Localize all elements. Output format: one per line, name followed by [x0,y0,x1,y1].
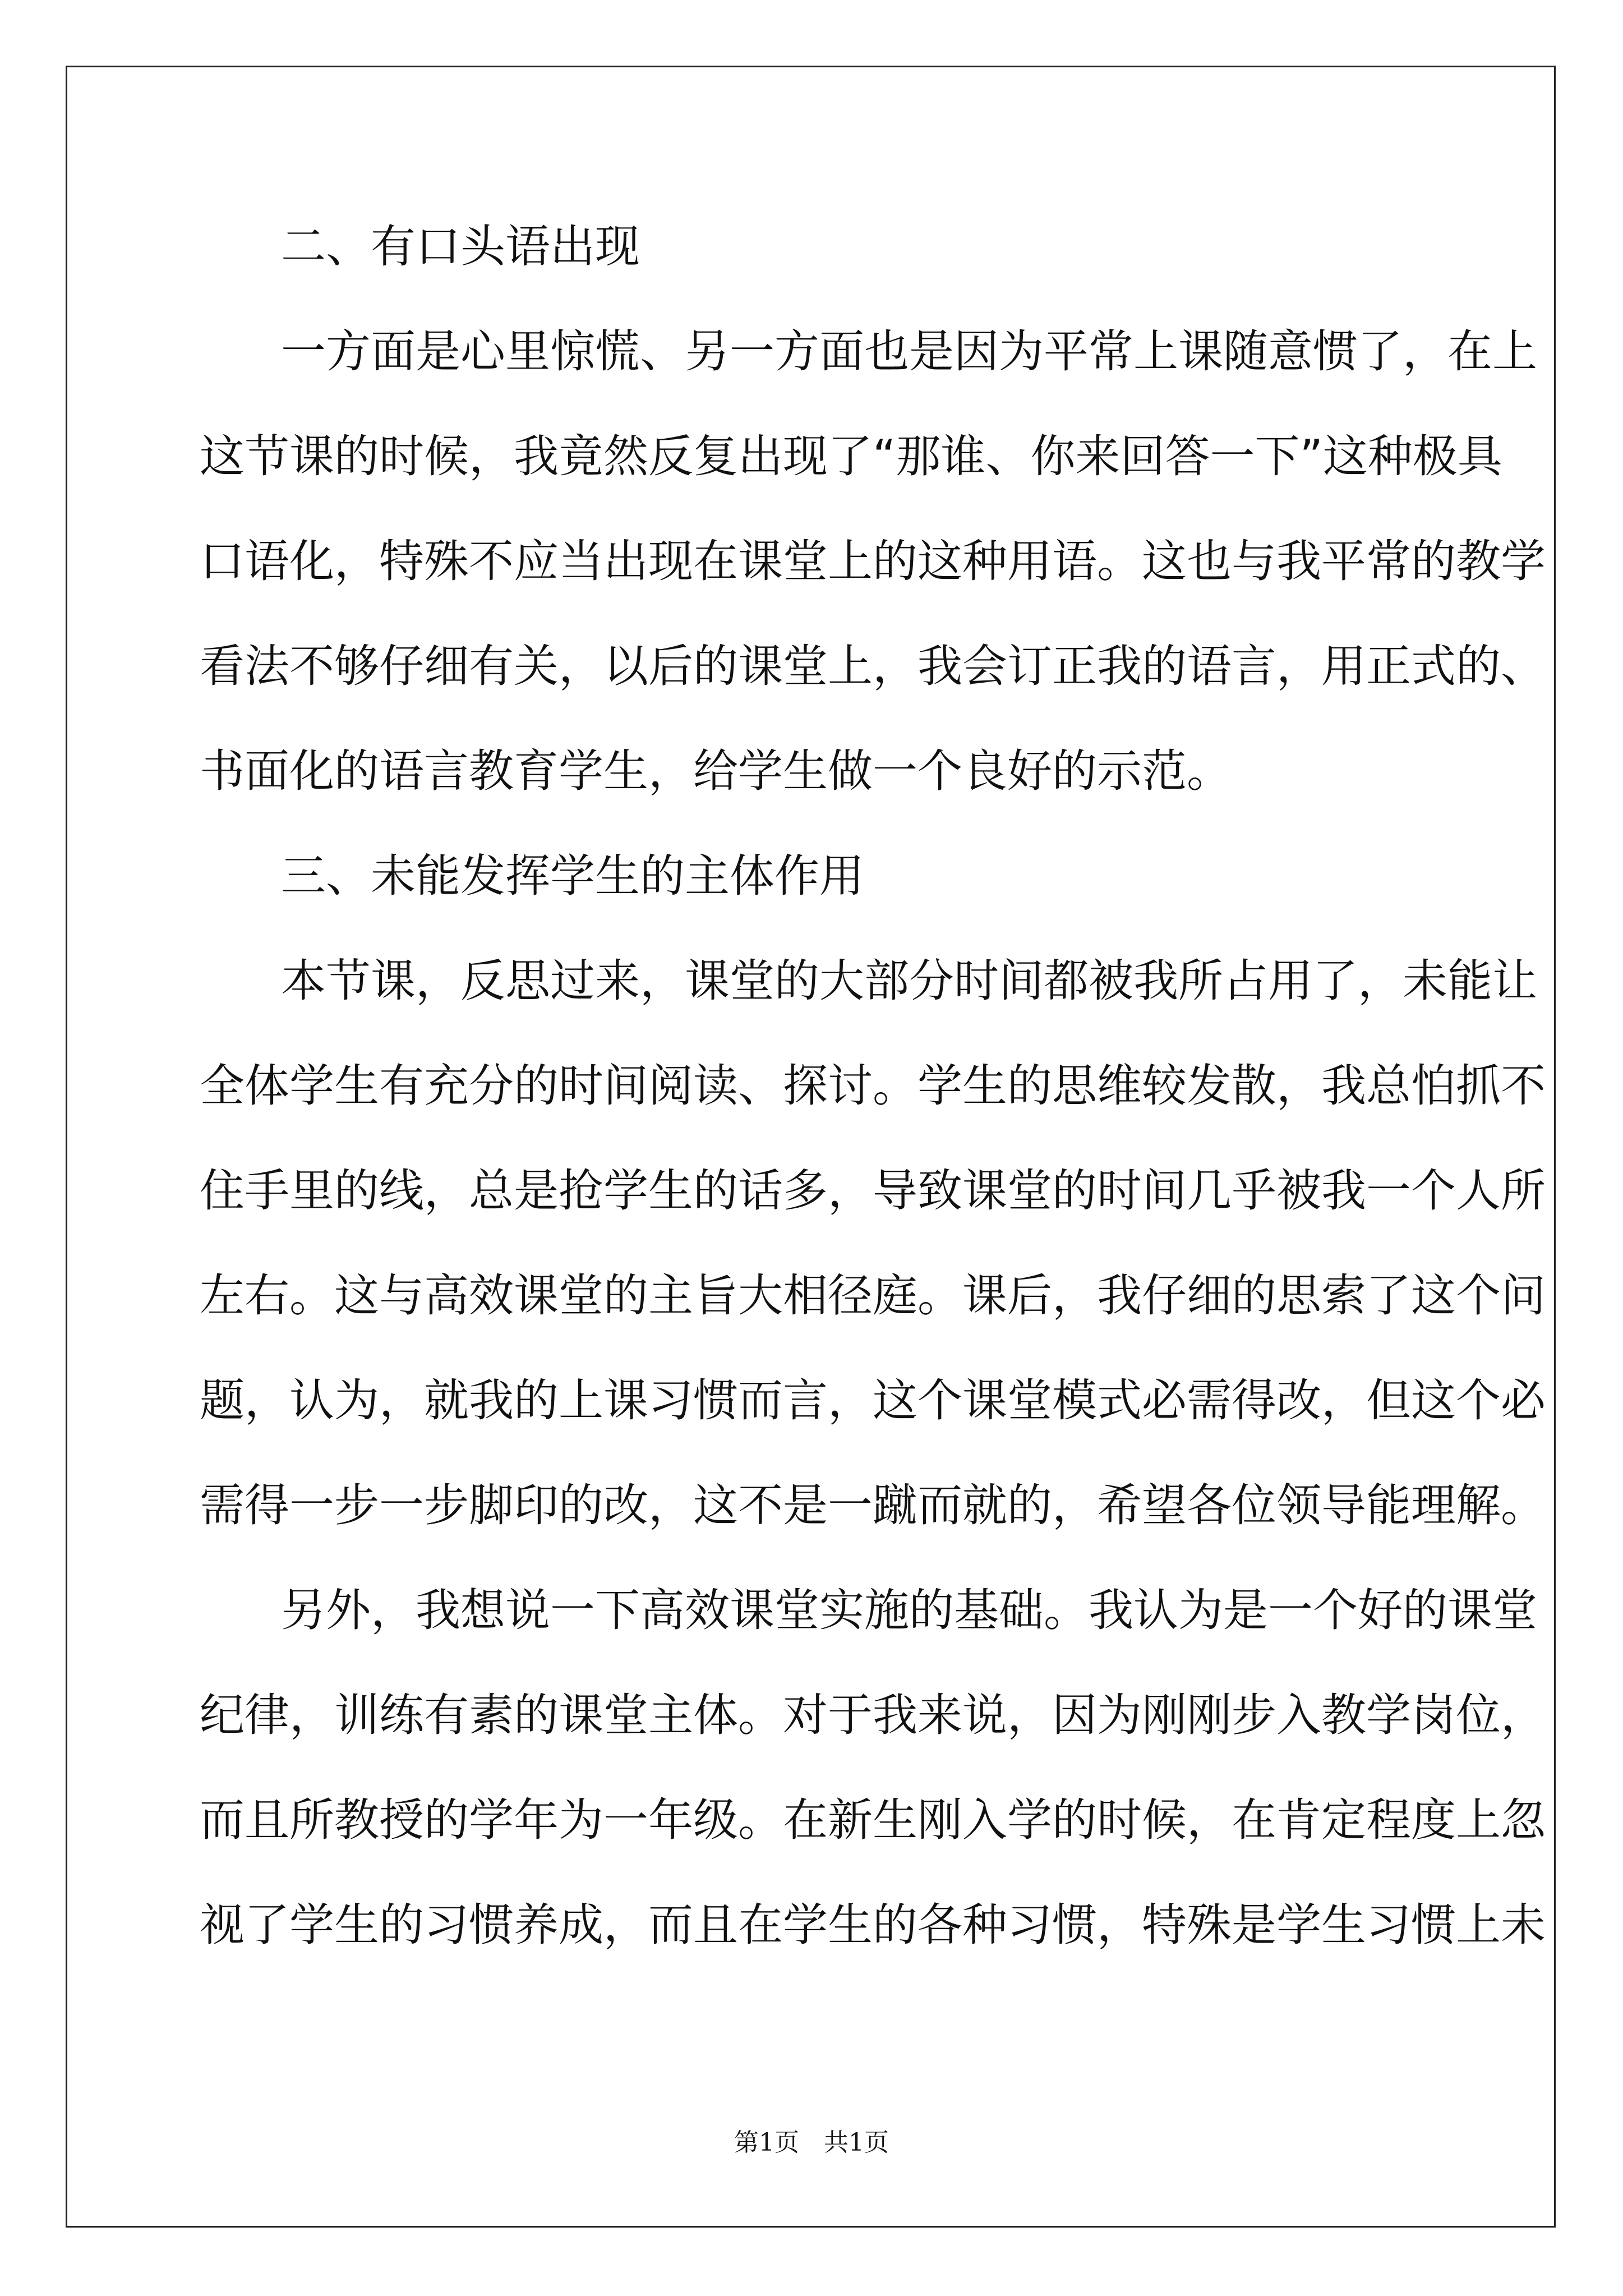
page-number-footer: 第1页 共1页 [734,2128,889,2157]
paragraph-line: 住手里的线，总是抢学生的话多，导致课堂的时间几乎被我一个人所 [200,1165,1546,1217]
paragraph-line: 需得一步一步脚印的改，这不是一蹴而就的，希望各位领导能理解。 [200,1479,1546,1531]
section-heading-2: 二、有口头语出现 [281,220,640,273]
paragraph-line: 这节课的时候，我竟然反复出现了“那谁、你来回答一下”这种极具 [200,430,1502,482]
paragraph-line: 全体学生有充分的时间阅读、探讨。学生的思维较发散，我总怕抓不 [200,1060,1546,1112]
paragraph-line: 题，认为，就我的上课习惯而言，这个课堂模式必需得改，但这个必 [200,1374,1546,1427]
paragraph-line: 而且所教授的学年为一年级。在新生刚入学的时候，在肯定程度上忽 [200,1794,1546,1846]
section-heading-3: 三、未能发挥学生的主体作用 [281,850,864,902]
paragraph-line: 视了学生的习惯养成，而且在学生的各种习惯，特殊是学生习惯上未 [200,1899,1546,1951]
paragraph-line: 看法不够仔细有关，以后的课堂上，我会订正我的语言，用正式的、 [200,640,1546,692]
paragraph-line: 另外，我想说一下高效课堂实施的基础。我认为是一个好的课堂 [281,1584,1537,1636]
paragraph-line: 纪律，训练有素的课堂主体。对于我来说，因为刚刚步入教学岗位， [200,1689,1546,1741]
paragraph-line: 左右。这与高效课堂的主旨大相径庭。课后，我仔细的思索了这个问 [200,1269,1546,1322]
paragraph-line: 口语化，特殊不应当出现在课堂上的这种用语。这也与我平常的教学 [200,535,1546,587]
paragraph-line: 本节课，反思过来，课堂的大部分时间都被我所占用了，未能让 [281,955,1537,1007]
paragraph-line: 一方面是心里惊慌、另一方面也是因为平常上课随意惯了，在上 [281,325,1537,378]
paragraph-line: 书面化的语言教育学生，给学生做一个良好的示范。 [200,745,1232,797]
